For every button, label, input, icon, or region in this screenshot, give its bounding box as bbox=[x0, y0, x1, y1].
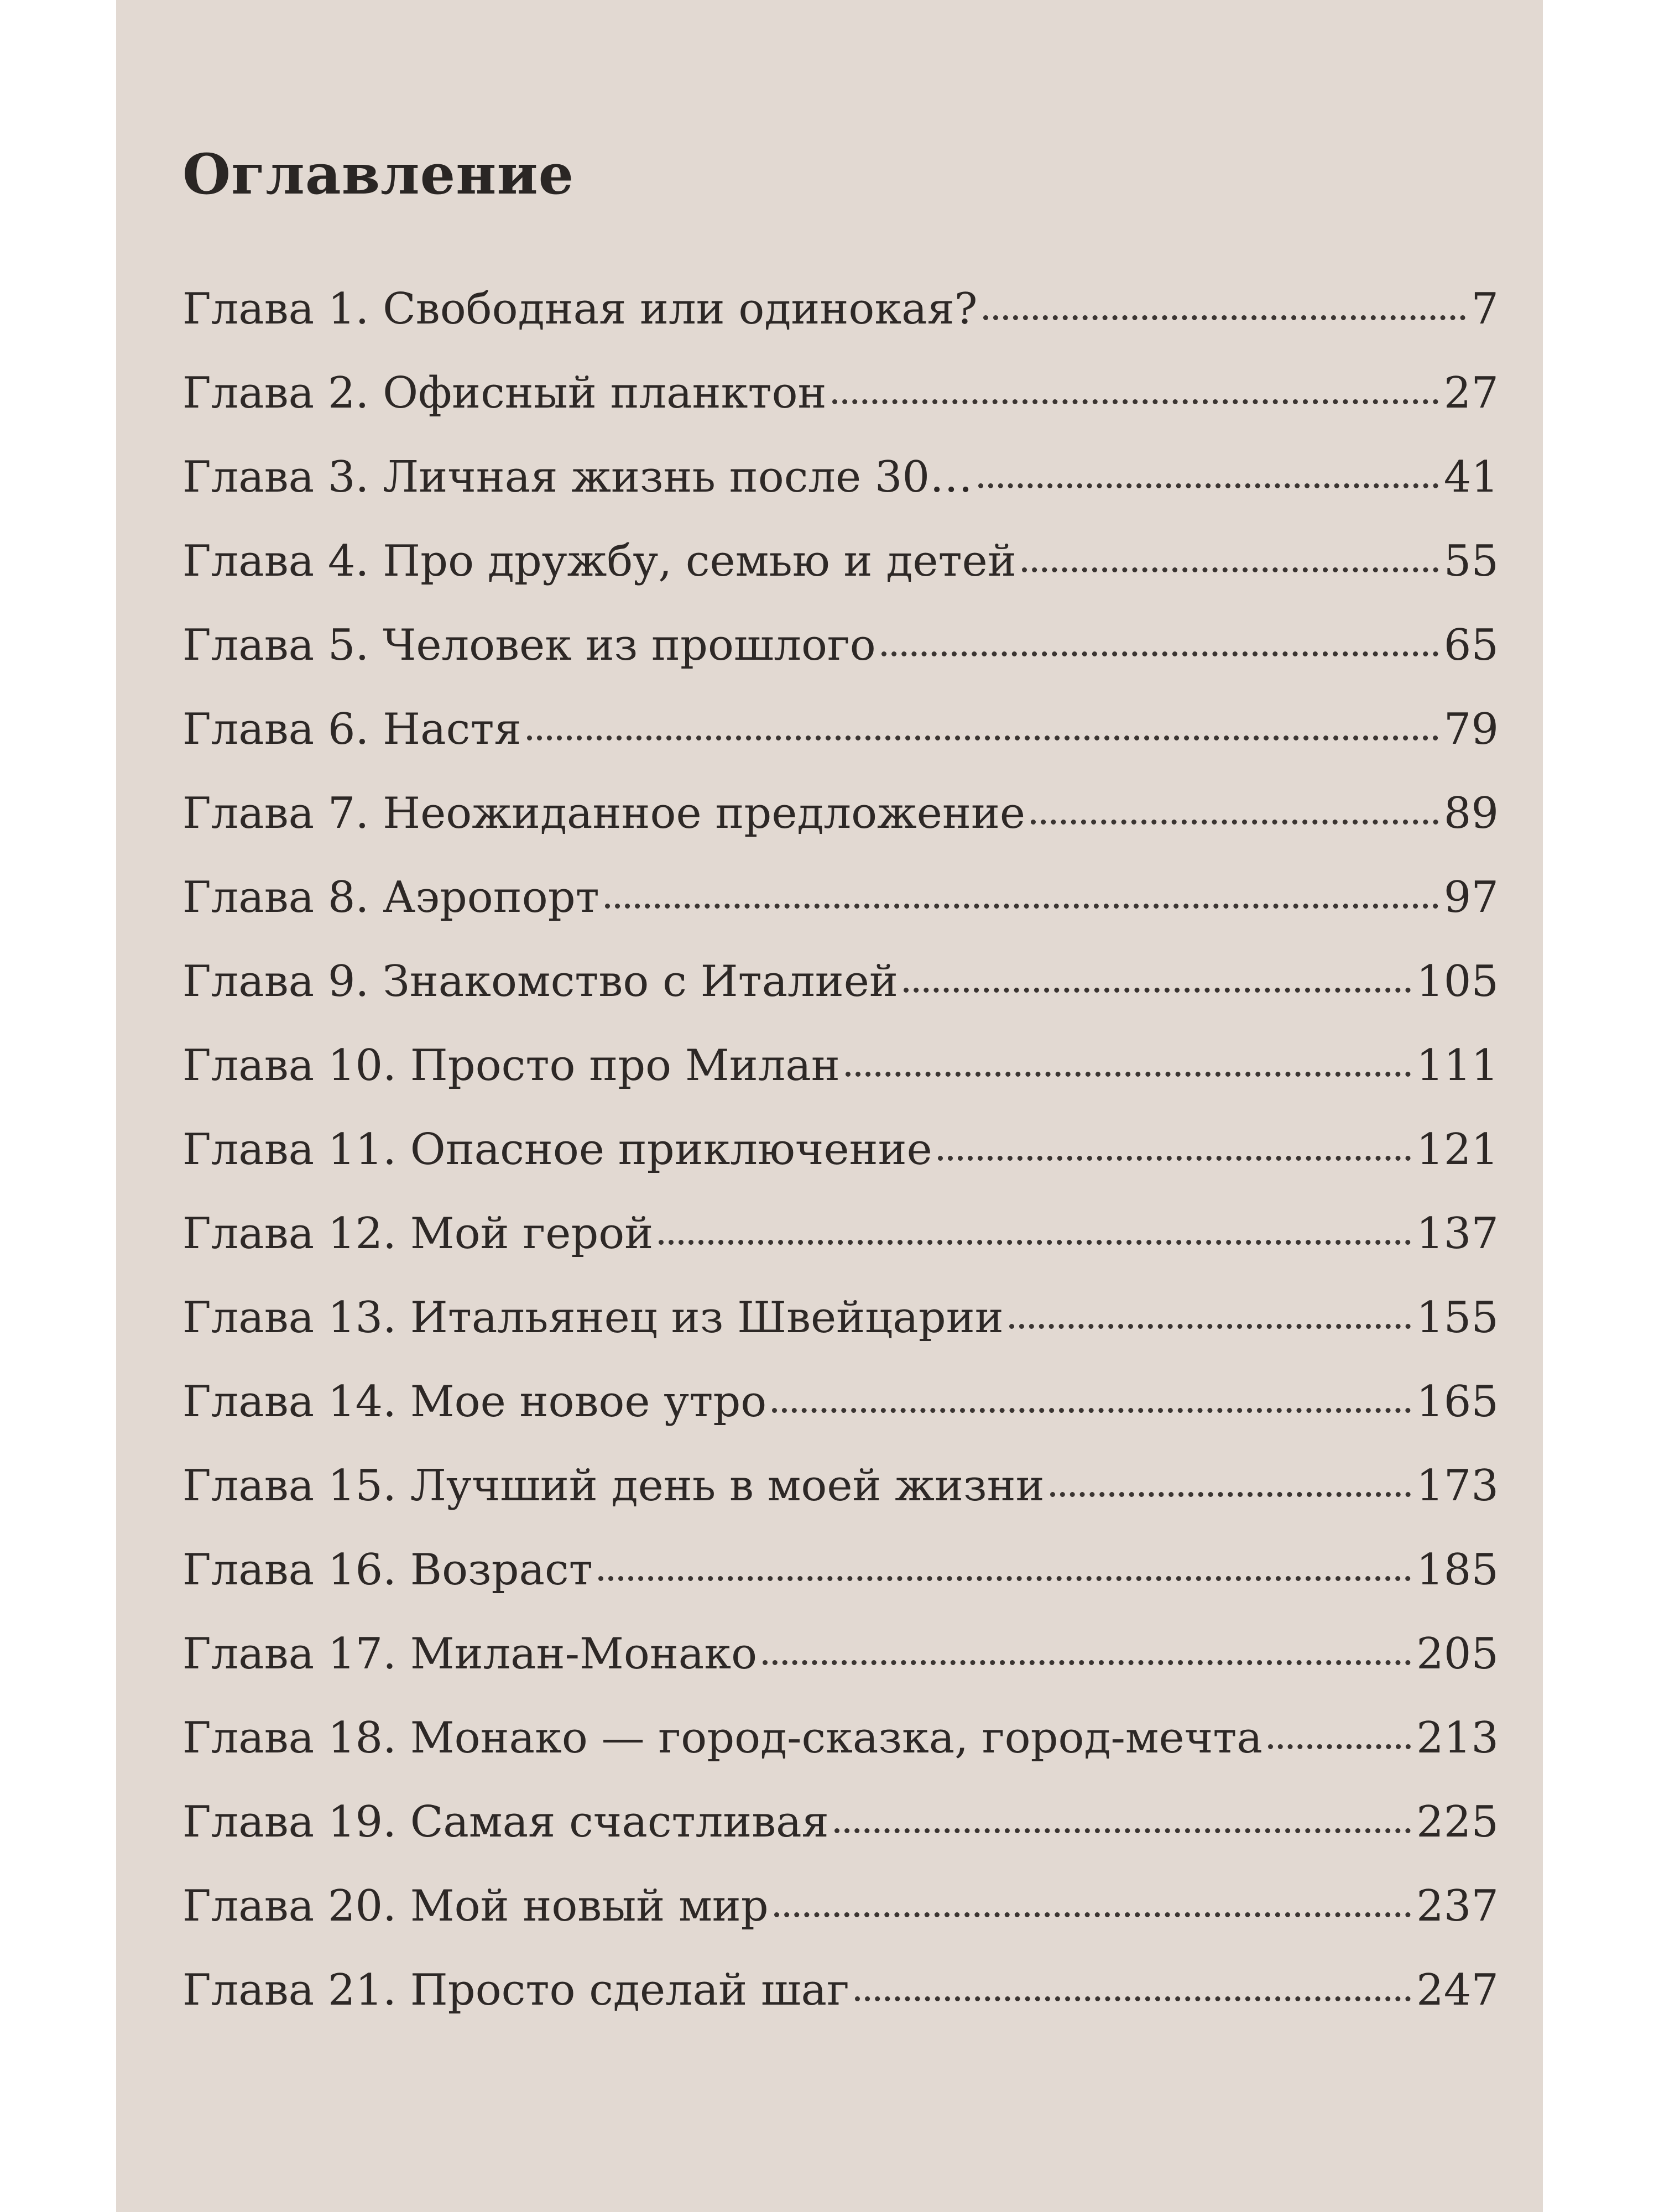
toc-entry bbox=[182, 1377, 1499, 1464]
toc-dot-leader bbox=[983, 315, 1466, 320]
page-title: Оглавление bbox=[182, 142, 575, 207]
toc-entry bbox=[182, 1209, 1499, 1296]
toc-entry bbox=[182, 705, 1499, 792]
toc-entry-page-number: 205 bbox=[1416, 1629, 1499, 1679]
toc-entry bbox=[182, 1461, 1499, 1548]
toc-entry-label: Глава 20. Мой новый мир bbox=[182, 1881, 769, 1931]
toc-dot-leader bbox=[1050, 1492, 1411, 1497]
book-page bbox=[116, 0, 1543, 2212]
toc-dot-leader bbox=[904, 988, 1411, 993]
toc-dot-leader bbox=[763, 1660, 1411, 1665]
toc-entry-page-number: 27 bbox=[1443, 368, 1499, 418]
toc-entry-label: Глава 11. Опасное приключение bbox=[182, 1125, 932, 1175]
toc-entry-label: Глава 3. Личная жизнь после 30… bbox=[182, 452, 973, 502]
toc-entry-label: Глава 2. Офисный планктон bbox=[182, 368, 827, 418]
toc-entry-label: Глава 19. Самая счастливая bbox=[182, 1797, 829, 1847]
toc-entry-label: Глава 15. Лучший день в моей жизни bbox=[182, 1461, 1045, 1511]
toc-dot-leader bbox=[1009, 1324, 1411, 1329]
toc-entry bbox=[182, 1293, 1499, 1380]
toc-dot-leader bbox=[881, 651, 1438, 656]
toc-entry bbox=[182, 1545, 1499, 1632]
toc-entry bbox=[182, 1125, 1499, 1212]
toc-entry bbox=[182, 1041, 1499, 1128]
toc-entry-page-number: 247 bbox=[1416, 1965, 1499, 2015]
toc-entry-label: Глава 21. Просто сделай шаг bbox=[182, 1965, 849, 2015]
toc-dot-leader bbox=[605, 904, 1438, 909]
toc-entry bbox=[182, 536, 1499, 624]
table-of-contents bbox=[182, 284, 1499, 2053]
toc-entry-label: Глава 18. Монако — город-сказка, город-мечта bbox=[182, 1713, 1262, 1763]
toc-entry bbox=[182, 789, 1499, 876]
toc-entry-page-number: 105 bbox=[1416, 957, 1499, 1006]
toc-dot-leader bbox=[1268, 1744, 1411, 1749]
toc-entry-label: Глава 6. Настя bbox=[182, 705, 521, 754]
toc-entry-label: Глава 17. Милан-Монако bbox=[182, 1629, 758, 1679]
toc-dot-leader bbox=[846, 1072, 1411, 1077]
toc-entry-page-number: 89 bbox=[1443, 789, 1499, 838]
toc-dot-leader bbox=[832, 399, 1438, 404]
toc-dot-leader bbox=[774, 1912, 1411, 1917]
toc-dot-leader bbox=[834, 1828, 1411, 1833]
toc-dot-leader bbox=[772, 1408, 1411, 1413]
toc-entry-label: Глава 8. Аэропорт bbox=[182, 873, 599, 922]
toc-entry-page-number: 97 bbox=[1443, 873, 1499, 922]
toc-entry-page-number: 137 bbox=[1416, 1209, 1499, 1259]
toc-entry-label: Глава 14. Мое новое утро bbox=[182, 1377, 767, 1427]
toc-dot-leader bbox=[598, 1576, 1411, 1581]
toc-entry-label: Глава 12. Мой герой bbox=[182, 1209, 654, 1259]
toc-entry-page-number: 237 bbox=[1416, 1881, 1499, 1931]
toc-entry bbox=[182, 1713, 1499, 1801]
toc-entry bbox=[182, 957, 1499, 1044]
toc-entry-page-number: 55 bbox=[1443, 536, 1499, 586]
toc-entry-page-number: 155 bbox=[1416, 1293, 1499, 1343]
toc-entry bbox=[182, 368, 1499, 456]
toc-dot-leader bbox=[659, 1240, 1411, 1245]
toc-entry-label: Глава 13. Итальянец из Швейцарии bbox=[182, 1293, 1004, 1343]
toc-entry-label: Глава 1. Свободная или одинокая? bbox=[182, 284, 978, 334]
toc-entry-page-number: 65 bbox=[1443, 620, 1499, 670]
toc-entry-label: Глава 9. Знакомство с Италией bbox=[182, 957, 898, 1006]
toc-entry-label: Глава 16. Возраст bbox=[182, 1545, 593, 1595]
toc-entry-page-number: 7 bbox=[1471, 284, 1499, 334]
toc-entry-page-number: 165 bbox=[1416, 1377, 1499, 1427]
toc-entry-page-number: 111 bbox=[1416, 1041, 1499, 1091]
toc-entry-label: Глава 10. Просто про Милан bbox=[182, 1041, 840, 1091]
toc-entry bbox=[182, 620, 1499, 708]
toc-entry-label: Глава 7. Неожиданное предложение bbox=[182, 789, 1026, 838]
toc-entry-label: Глава 5. Человек из прошлого bbox=[182, 620, 876, 670]
toc-entry-page-number: 173 bbox=[1416, 1461, 1499, 1511]
toc-dot-leader bbox=[1031, 820, 1438, 825]
toc-dot-leader bbox=[978, 483, 1438, 488]
toc-entry-page-number: 213 bbox=[1416, 1713, 1499, 1763]
toc-entry bbox=[182, 873, 1499, 960]
toc-dot-leader bbox=[1022, 567, 1438, 572]
toc-dot-leader bbox=[855, 1996, 1411, 2001]
toc-entry-page-number: 121 bbox=[1416, 1125, 1499, 1175]
toc-entry-page-number: 41 bbox=[1443, 452, 1499, 502]
toc-dot-leader bbox=[527, 735, 1438, 740]
toc-entry bbox=[182, 284, 1499, 372]
toc-entry-page-number: 185 bbox=[1416, 1545, 1499, 1595]
toc-entry bbox=[182, 1881, 1499, 1969]
toc-entry-label: Глава 4. Про дружбу, семью и детей bbox=[182, 536, 1016, 586]
toc-dot-leader bbox=[938, 1156, 1411, 1161]
toc-entry bbox=[182, 1965, 1499, 2053]
toc-entry-page-number: 79 bbox=[1443, 705, 1499, 754]
toc-entry bbox=[182, 452, 1499, 540]
toc-entry-page-number: 225 bbox=[1416, 1797, 1499, 1847]
toc-entry bbox=[182, 1629, 1499, 1717]
toc-entry bbox=[182, 1797, 1499, 1885]
